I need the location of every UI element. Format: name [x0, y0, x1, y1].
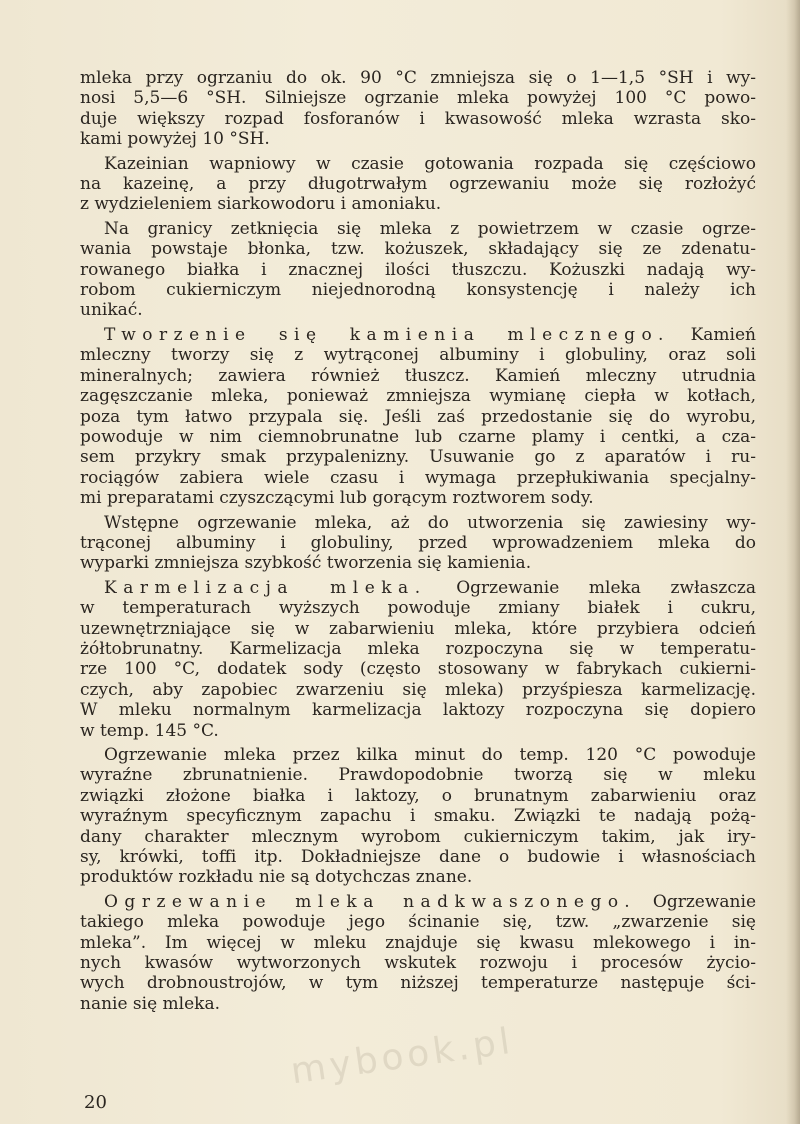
paragraph [80, 745, 756, 888]
text-line: nosi 5,5—6 °SH. Silniejsze ogrzanie mleka powyżej 100 °C powo- [80, 88, 756, 109]
text-line: duje większy rozpad fosforanów i kwasowość mleka wzrasta sko- [80, 108, 756, 129]
text-line: wyraźne zbrunatnienie. Prawdopodobnie tworzą się w mleku [80, 765, 756, 786]
text-line: rowanego białka i znacznej ilości tłuszczu. Kożuszki nadają wy- [80, 259, 756, 280]
paragraph [80, 513, 756, 574]
text-fragment: Kamień [669, 324, 756, 345]
text-line: powoduje w nim ciemnobrunatne lub czarne plamy i centki, a cza- [80, 426, 756, 447]
text-line: Ogrzewanie mleka przez kilka minut do temp. 120 °C powoduje [104, 745, 756, 765]
paragraph [80, 325, 756, 509]
body-text [80, 68, 756, 1018]
paragraph [80, 219, 756, 321]
section-heading: Tworzenie się kamienia mlecznego. [104, 324, 670, 345]
text-line: mleka”. Im więcej w mleku znajduje się kwasu mlekowego i in- [80, 932, 756, 953]
text-fragment: Ogrzewanie [636, 891, 756, 912]
page-number: 20 [84, 1092, 107, 1113]
text-line: Kazeinian wapniowy w czasie gotowania rozpada się częściowo [104, 153, 756, 174]
text-line: nych kwasów wytworzonych wskutek rozwoju i procesów życio- [80, 953, 756, 974]
text-line: wych drobnoustrojów, w tym niższej temperaturze następuje ści- [80, 973, 756, 994]
text-line: rociągów zabiera wiele czasu i wymaga przepłukiwania specjalny- [80, 467, 756, 488]
text-line: uzewnętrzniające się w zabarwieniu mleka, które przybiera odcień [80, 618, 756, 639]
text-line: Na granicy zetknięcia się mleka z powietrzem w czasie ogrze- [104, 218, 756, 239]
text-line: sem przykry smak przypalenizny. Usuwanie go z aparatów i ru- [80, 447, 756, 468]
text-line: w temp. 145 °C. [80, 720, 219, 741]
text-line: poza tym łatwo przypala się. Jeśli zaś przedostanie się do wyrobu, [80, 406, 756, 427]
text-line: wania powstaje błonka, tzw. kożuszek, składający się ze zdenatu- [80, 239, 756, 260]
text-line [80, 325, 756, 345]
text-line: sy, krówki, toffi itp. Dokładniejsze dane o budowie i własnościach [80, 847, 756, 868]
text-line: produktów rozkładu nie są dotychczas znane. [80, 867, 473, 888]
page-edge-shadow [786, 0, 800, 1124]
text-line: rze 100 °C, dodatek sody (często stosowany w fabrykach cukierni- [80, 659, 756, 680]
text-line: takiego mleka powoduje jego ścinanie się, tzw. „zwarzenie się [80, 912, 756, 933]
section-heading: Karmelizacja mleka. [104, 577, 427, 598]
text-line: Wstępne ogrzewanie mleka, aż do utworzenia się zawiesiny wy- [104, 512, 756, 533]
text-line: dany charakter mlecznym wyrobom cukierniczym takim, jak iry- [80, 826, 756, 847]
text-line: robom cukierniczym niejednorodną konsystencję i należy ich [80, 280, 756, 301]
text-line: z wydzieleniem siarkowodoru i amoniaku. [80, 194, 442, 215]
text-line: unikać. [80, 300, 143, 321]
text-line: żółtobrunatny. Karmelizacja mleka rozpoczyna się w temperatu- [80, 638, 756, 659]
paragraph [80, 578, 756, 741]
text-fragment: Ogrzewanie mleka zwłaszcza [426, 577, 756, 598]
text-line: nanie się mleka. [80, 993, 221, 1014]
text-line: wyparki zmniejsza szybkość tworzenia się kamienia. [80, 553, 532, 574]
text-line: mi preparatami czyszczącymi lub gorącym roztworem sody. [80, 488, 594, 509]
text-line: trąconej albuminy i globuliny, przed wprowadzeniem mleka do [80, 532, 756, 553]
paragraph [80, 154, 756, 215]
section-heading: Ogrzewanie mleka nadkwaszonego. [104, 891, 637, 912]
paragraph [80, 892, 756, 1014]
paragraph [80, 68, 756, 150]
text-line [80, 578, 756, 598]
text-line: wyraźnym specyficznym zapachu i smaku. Związki te nadają pożą- [80, 806, 756, 827]
watermark: mybook.pl [288, 1020, 517, 1093]
text-line: mleka przy ogrzaniu do ok. 90 °C zmniejsza się o 1—1,5 °SH i wy- [80, 68, 756, 88]
text-line [80, 892, 756, 912]
text-line: mleczny tworzy się z wytrąconej albuminy i globuliny, oraz soli [80, 345, 756, 366]
text-line: na kazeinę, a przy długotrwałym ogrzewaniu może się rozłożyć [80, 174, 756, 195]
text-line: związki złożone białka i laktozy, o brunatnym zabarwieniu oraz [80, 785, 756, 806]
text-line: czych, aby zapobiec zwarzeniu się mleka) przyśpiesza karmelizację. [80, 679, 756, 700]
text-line: zagęszczanie mleka, ponieważ zmniejsza wymianę ciepła w kotłach, [80, 386, 756, 407]
text-line: kami powyżej 10 °SH. [80, 129, 270, 150]
text-line: w temperaturach wyższych powoduje zmiany białek i cukru, [80, 598, 756, 619]
text-line: mineralnych; zawiera również tłuszcz. Kamień mleczny utrudnia [80, 365, 756, 386]
text-line: W mleku normalnym karmelizacja laktozy rozpoczyna się dopiero [80, 700, 756, 721]
